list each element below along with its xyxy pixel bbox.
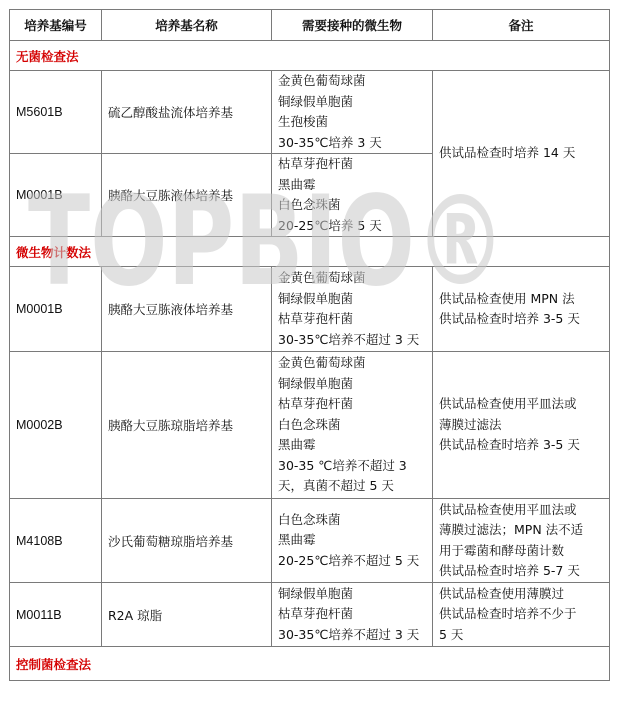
table-row	[10, 71, 610, 154]
media-code: M5601B	[10, 71, 102, 154]
section-title: 微生物计数法	[10, 237, 610, 267]
microbe-line: 黑曲霉	[278, 437, 316, 453]
microbe-line: 铜绿假单胞菌	[278, 375, 354, 391]
culture-media-table	[9, 9, 610, 681]
microbe-line: 20-25℃培养 5 天	[278, 217, 382, 233]
note-line: 供试品检查时培养 5-7 天	[439, 563, 580, 578]
microbe-line: 生孢梭菌	[278, 114, 329, 129]
header-note: 备注	[433, 10, 610, 41]
note-cell	[433, 499, 610, 583]
table-row	[10, 267, 610, 352]
microbe-list	[272, 71, 433, 154]
note-line: 5 天	[439, 626, 464, 642]
note-cell	[433, 267, 610, 352]
microbe-line: 30-35 ℃培养不超过 3	[278, 457, 407, 473]
media-code: M0011B	[10, 583, 102, 647]
note-line: 供试品检查时培养 3-5 天	[439, 311, 580, 326]
microbe-line: 白色念珠菌	[278, 197, 341, 212]
microbe-line: 金黄色葡萄球菌	[278, 355, 366, 371]
microbe-list	[272, 352, 433, 499]
microbe-line: 30-35℃培养 3 天	[278, 134, 382, 150]
microbe-line: 枯草芽孢杆菌	[278, 606, 354, 622]
microbe-line: 枯草芽孢杆菌	[278, 156, 354, 171]
microbe-list	[272, 267, 433, 352]
note-cell	[433, 352, 610, 499]
note-line: 供试品检查时培养 3-5 天	[439, 437, 580, 453]
watermark-text: TOPBIO®	[28, 176, 506, 306]
microbe-line: 金黄色葡萄球菌	[278, 73, 366, 88]
microbe-line: 白色念珠菌	[278, 511, 341, 527]
media-name: 沙氏葡萄糖琼脂培养基	[102, 499, 272, 583]
media-name: 胰酪大豆胨液体培养基	[102, 267, 272, 352]
media-code: M4108B	[10, 499, 102, 583]
microbe-line: 金黄色葡萄球菌	[278, 270, 366, 285]
media-code: M0002B	[10, 352, 102, 499]
microbe-line: 铜绿假单胞菌	[278, 93, 354, 109]
note-line: 供试品检查使用薄膜过	[439, 585, 565, 601]
note-line: 薄膜过滤法；MPN 法不适	[439, 522, 584, 537]
note-line: 供试品检查时培养不少于	[439, 606, 577, 622]
microbe-line: 白色念珠菌	[278, 416, 341, 432]
note-line: 薄膜过滤法	[439, 416, 502, 432]
table-row	[10, 352, 610, 499]
microbe-line: 黑曲霉	[278, 532, 316, 548]
section-title: 控制菌检查法	[10, 647, 610, 681]
microbe-line: 铜绿假单胞菌	[278, 290, 354, 306]
microbe-line: 枯草芽孢杆菌	[278, 396, 354, 412]
microbe-line: 黑曲霉	[278, 176, 316, 192]
section-row	[10, 237, 610, 267]
note-line: 供试品检查使用 MPN 法	[439, 290, 575, 306]
section-row	[10, 647, 610, 681]
microbe-line: 铜绿假单胞菌	[278, 585, 354, 601]
table-row	[10, 499, 610, 583]
media-name: 硫乙醇酸盐流体培养基	[102, 71, 272, 154]
note-line: 供试品检查使用平皿法或	[439, 501, 577, 517]
header-microbes: 需要接种的微生物	[272, 10, 433, 41]
note-cell	[433, 583, 610, 647]
microbe-list	[272, 154, 433, 237]
table-row	[10, 583, 610, 647]
microbe-line: 20-25℃培养不超过 5 天	[278, 552, 420, 568]
header-name: 培养基名称	[102, 10, 272, 41]
media-name: R2A 琼脂	[102, 583, 272, 647]
media-code: M0001B	[10, 267, 102, 352]
table-header-row	[10, 10, 610, 41]
section-row	[10, 41, 610, 71]
section-title: 无菌检查法	[10, 41, 610, 71]
microbe-line: 枯草芽孢杆菌	[278, 311, 354, 326]
media-name: 胰酪大豆胨琼脂培养基	[102, 352, 272, 499]
media-code: M0001B	[10, 154, 102, 237]
note-line: 供试品检查使用平皿法或	[439, 396, 577, 412]
note-cell	[433, 71, 610, 237]
microbe-list	[272, 583, 433, 647]
note-line: 用于霉菌和酵母菌计数	[439, 542, 565, 558]
note-line: 供试品检查时培养 14 天	[439, 145, 576, 161]
microbe-line: 30-35℃培养不超过 3 天	[278, 331, 420, 347]
media-name: 胰酪大豆胨液体培养基	[102, 154, 272, 237]
microbe-list	[272, 499, 433, 583]
microbe-line: 天，真菌不超过 5 天	[278, 478, 394, 494]
header-code: 培养基编号	[10, 10, 102, 41]
microbe-line: 30-35℃培养不超过 3 天	[278, 626, 420, 642]
